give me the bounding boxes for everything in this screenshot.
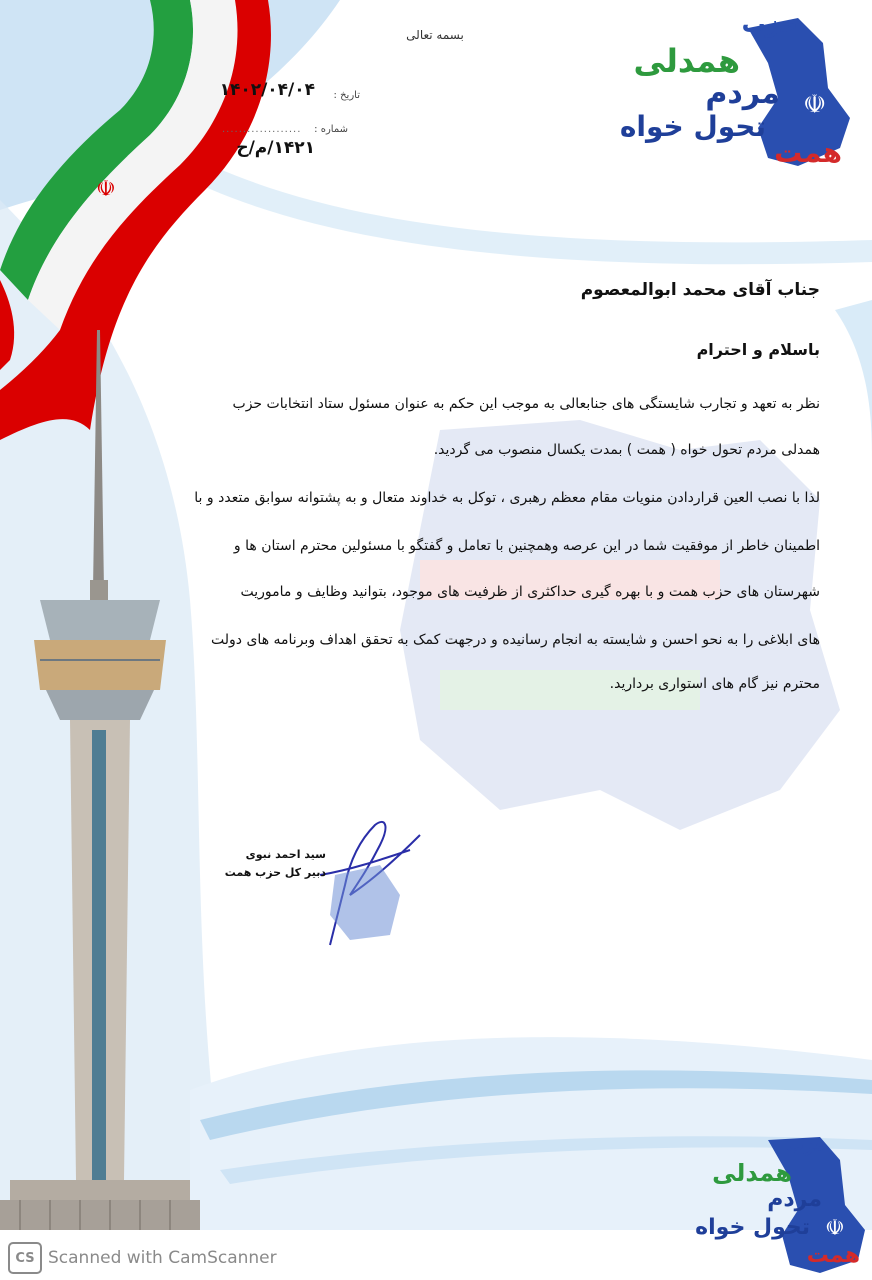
- camscanner-icon: CS: [8, 1242, 42, 1274]
- logo-hamdeli: همدلی: [712, 1159, 792, 1187]
- camscanner-footer: [8, 1242, 277, 1274]
- logo-hemmat: همت: [806, 1243, 860, 1268]
- logo-hezb: حزب: [741, 10, 798, 38]
- signature-stamp: [290, 805, 440, 955]
- number-value: ۱۴۲۱/م/ح: [236, 138, 315, 158]
- body-line-6: های ابلاغی را به نحو احسن و شایسته به انجام رسانیده و درجهت کمک به تحقق اهداف وبرنامه های دولت: [211, 632, 820, 648]
- signatory-name: سید احمد نبوی: [245, 848, 326, 861]
- date-label: تاریخ :: [333, 90, 360, 101]
- logo-hemmat: همت: [774, 136, 842, 169]
- svg-text:☫: ☫: [803, 90, 827, 120]
- body-line-2: همدلی مردم تحول خواه ( همت ) بمدت یکسال منصوب می گردید.: [433, 442, 820, 458]
- body-line-5: شهرستان های حزب همت و با بهره گیری حداکثری از ظرفیت های موجود، بتوانید وظایف و ماموریت: [240, 584, 820, 600]
- body-line-3: لذا با نصب العین قراردادن منویات مقام معظم رهبری ، توکل به خداوند متعال و به پشتوانه سوابق متعدد و با: [194, 490, 820, 506]
- bismillah-heading: بسمه تعالی: [406, 28, 464, 42]
- recipient-name: جناب آقای محمد ابوالمعصوم: [580, 280, 820, 300]
- party-logo-bottom: [690, 1135, 870, 1275]
- number-dots: ...................: [222, 124, 302, 135]
- svg-text:☫: ☫: [825, 1216, 845, 1241]
- body-line-7: محترم نیز گام های استواری بردارید.: [609, 676, 820, 692]
- camscanner-text: Scanned with CamScanner: [48, 1248, 277, 1268]
- logo-hamdeli: همدلی: [633, 42, 740, 80]
- date-value: ۱۴۰۲/۰۴/۰۴: [219, 80, 315, 100]
- logo-mardom: مردم: [767, 1187, 822, 1212]
- body-line-1: نظر به تعهد و تجارب شایستگی های جنابعالی به موجب این حکم به عنوان مسئول ستاد انتخابات حزب: [232, 396, 820, 412]
- party-logo-top: [619, 8, 858, 173]
- signatory-title: دبیر کل حزب همت: [224, 866, 326, 879]
- svg-text:☫: ☫: [96, 177, 116, 202]
- logo-mardom: مردم: [705, 76, 780, 111]
- greeting: باسلام و احترام: [696, 340, 820, 359]
- iran-map-logo-watermark: [380, 410, 850, 840]
- logo-hezb: حزب: [785, 1135, 828, 1156]
- number-label: شماره :: [314, 124, 348, 135]
- logo-tahavolkhah: تحول خواه: [695, 1215, 810, 1240]
- body-line-4: اطمینان خاطر از موفقیت شما در این عرصه وهمچنین با تعامل و گفتگو با مسئولین محترم استان ها و: [233, 538, 820, 554]
- logo-tahavolkhah: تحول خواه: [619, 110, 766, 143]
